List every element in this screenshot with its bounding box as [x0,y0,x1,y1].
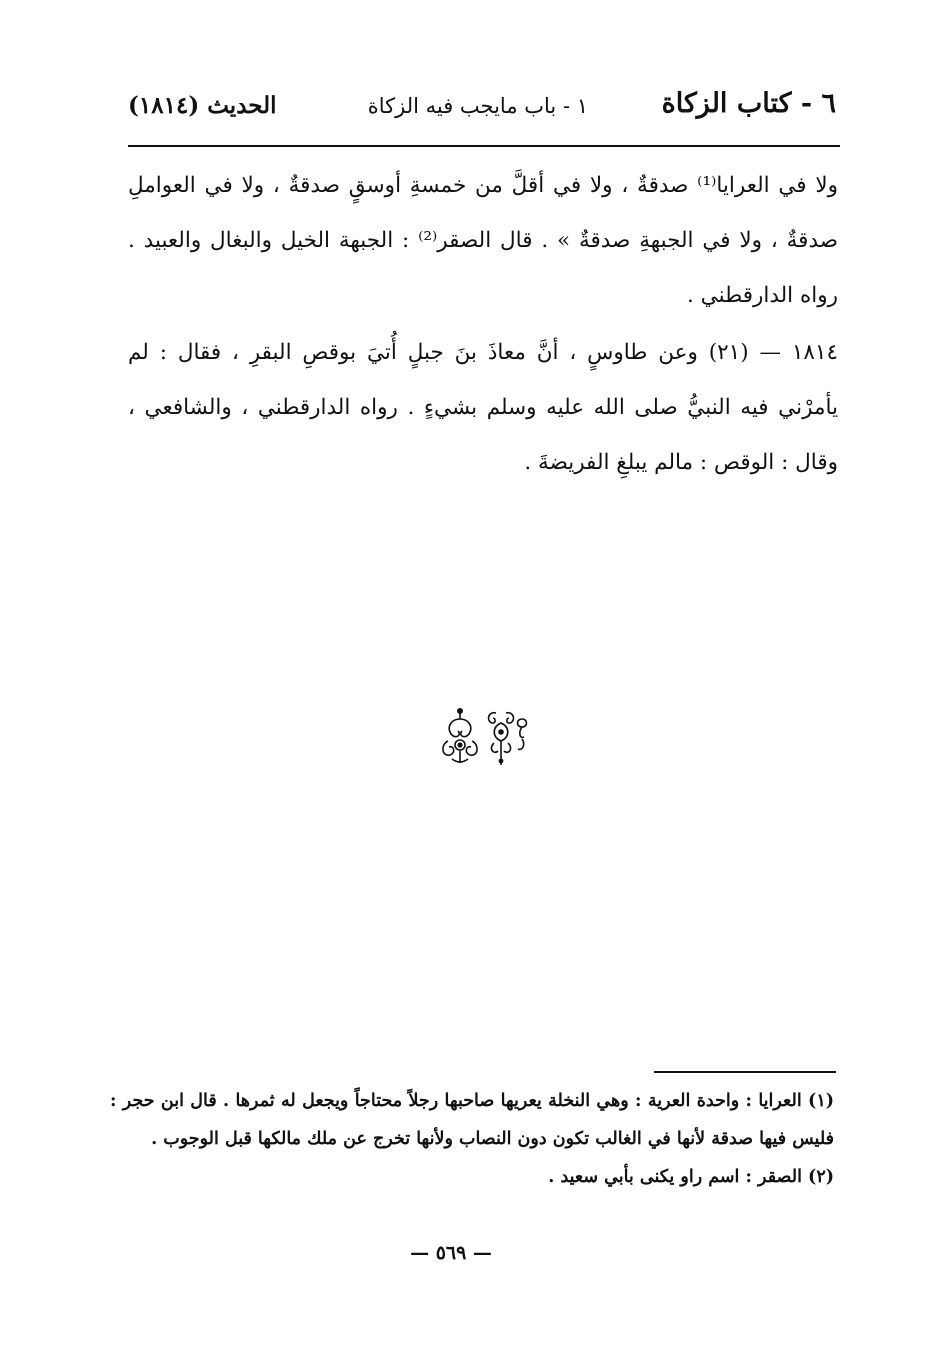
chapter-title: ٦ - كتاب الزكاة [661,88,836,119]
footnote-2: (٢) الصقر : اسم راو يكنى بأبي سعيد . [548,1167,834,1187]
footnote-divider [654,1071,836,1073]
paragraph-continuation: ولا في العرايا⁽¹⁾ صدقةٌ ، ولا في أقلَّ من خمسةِ أوسقٍ صدقةٌ ، ولا في العواملِ صدقةٌ ، ولا في الجبهةِ صدقةٌ » . قال الصقر⁽²⁾ : الجبهة الخيل والبغال والعبيد . رواه الدارقطني . [128,173,839,308]
paragraph-hadith-1814: ١٨١٤ — (٢١) وعن طاوسٍ ، أنَّ معاذَ بنَ جبلٍ أُتيَ بوقصِ البقرِ ، فقال : لم يأمرْني فيه النبيُّ صلى الله عليه وسلم بشيءٍ . رواه الدارقطني ، والشافعي ، وقال : الوقص : مالم يبلغِ الفريضةَ . [128,340,839,475]
footnote-1: (١) العرايا : واحدة العرية : وهي النخلة يعريها صاحبها رجلاً محتاجاً ويجعل له ثمرها . قال ابن حجر : فليس فيها صدقة لأنها في الغالب تكون دون النصاب ولأنها تخرج عن ملك مالكها قبل الوجوب . [110,1091,834,1149]
hadith-number: الحديث (١٨١٤) [128,92,277,119]
footnotes [110,1082,834,1196]
page-number: — ٥٦٩ — [410,1242,492,1264]
section-title: ١ - باب مايجب فيه الزكاة [367,94,588,118]
main-text [128,158,838,490]
header-divider [128,145,840,147]
floral-ornament-icon [436,705,532,767]
running-header [128,88,836,132]
